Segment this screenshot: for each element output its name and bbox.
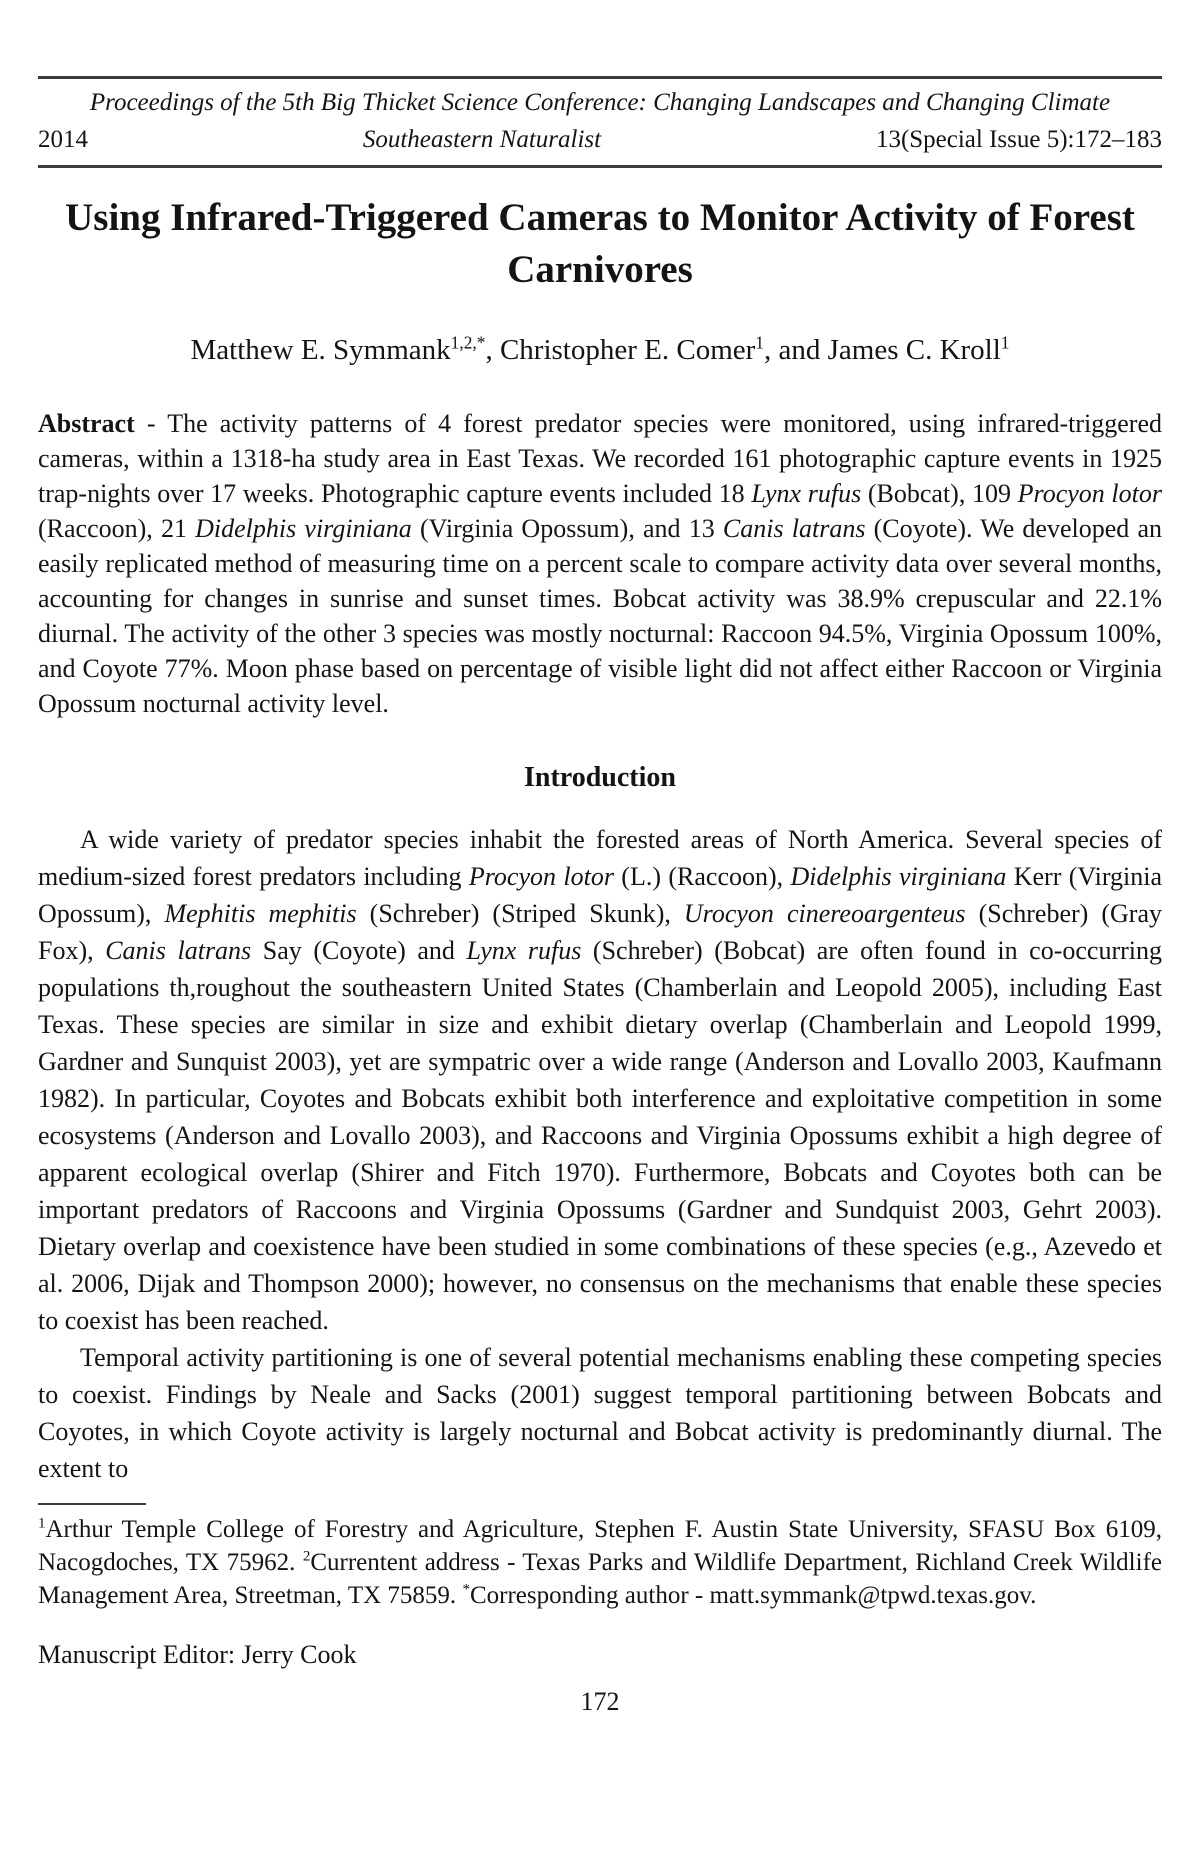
introduction-paragraph-1: A wide variety of predator species inhabit the forested areas of North America. Several species of medium-sized forest predators including Procyon lotor (L.) (Raccoon), Didelphis virginiana Kerr (Virginia Opossum), Mephitis mephitis (Schreber) (Striped Skunk), Urocyon cinereoargenteus (Schreber) (Gray Fox), Canis latrans Say (Coyote) and Lynx rufus (Schreber) (Bobcat) are often found in co-occurring populations th,roughout the southeastern United States (Chamberlain and Leopold 2005), including East Texas. These species are similar in size and exhibit dietary overlap (Chamberlain and Leopold 1999, Gardner and Sunquist 2003), yet are sympatric over a wide range (Anderson and Lovallo 2003, Kaufmann 1982). In particular, Coyotes and Bobcats exhibit both interference and exploitative competition in some ecosystems (Anderson and Lovallo 2003), and Raccoons and Virginia Opossums exhibit a high degree of apparent ecological overlap (Shirer and Fitch 1970). Furthermore, Bobcats and Coyotes both can be important predators of Raccoons and Virginia Opossums (Gardner and Sundquist 2003, Gehrt 2003). Dietary overlap and coexistence have been studied in some combinations of these species (e.g., Azevedo et al. 2006, Dijak and Thompson 2000); however, no consensus on the mechanisms that enable these species to coexist has been reached. xyxy=(38,825,1163,1335)
section-heading-introduction: Introduction xyxy=(524,762,676,793)
proceedings-line: Proceedings of the 5th Big Thicket Science Conference: Changing Landscapes and Changing Climate xyxy=(89,89,1111,116)
journal-name: Southeastern Naturalist xyxy=(362,126,602,153)
footnote-separator-rule xyxy=(38,1503,146,1505)
header-top-rule xyxy=(38,76,1162,79)
manuscript-editor-line: Manuscript Editor: Jerry Cook xyxy=(38,1640,357,1669)
introduction-paragraph-2: Temporal activity partitioning is one of several potential mechanisms enabling these competing species to coexist. Findings by Neale and Sacks (2001) suggest temporal partitioning between Bobcats and Coyotes, in which Coyote activity is largely nocturnal and Bobcat activity is predominantly diurnal. The extent to xyxy=(38,1343,1162,1483)
affiliation-footnote: $^1$Arthur Temple College of Forestry and Agriculture, Stephen F. Austin State University, SFASU Box 6109, Nacogdoches, TX 75962. $^2$Currentent address - Texas Parks and Wildlife Department, Richland Creek Wildlife Management Area, Streetman, TX 75859. *Corresponding author - matt.symmank@tpwd.texas.gov. xyxy=(38,1515,1162,1609)
article-title: Using Infrared-Triggered Cameras to Monitor Activity of Forest Carnivores xyxy=(65,196,1135,291)
issue-citation: 13(Special Issue 5):172–183 xyxy=(875,126,1162,153)
page-number: 172 xyxy=(580,1687,620,1716)
header-bottom-rule xyxy=(38,165,1162,168)
publication-year: 2014 xyxy=(38,126,88,153)
abstract-paragraph: Abstract - The activity patterns of 4 forest predator species were monitored, using infrared-triggered cameras, within a 1318-ha study area in East Texas. We recorded 161 photographic capture events in 1925 trap-nights over 17 weeks. Photographic capture events included 18 Lynx rufus (Bobcat), 109 Procyon lotor (Raccoon), 21 Didelphis virginiana (Virginia Opossum), and 13 Canis latrans (Coyote). We developed an easily replicated method of measuring time on a percent scale to compare activity data over several months, accounting for changes in sunrise and sunset times. Bobcat activity was 38.9% crepuscular and 22.1% diurnal. The activity of the other 3 species was mostly nocturnal: Raccoon 94.5%, Virginia Opossum 100%, and Coyote 77%. Moon phase based on percentage of visible light did not affect either Raccoon or Virginia Opossum nocturnal activity level. xyxy=(38,409,1162,718)
journal-header-row xyxy=(38,125,1162,155)
author-line: Matthew E. Symmank$^{1,2,*}$, Christopher E. Comer$^1$, and James C. Kroll$^1$ xyxy=(190,332,1010,366)
